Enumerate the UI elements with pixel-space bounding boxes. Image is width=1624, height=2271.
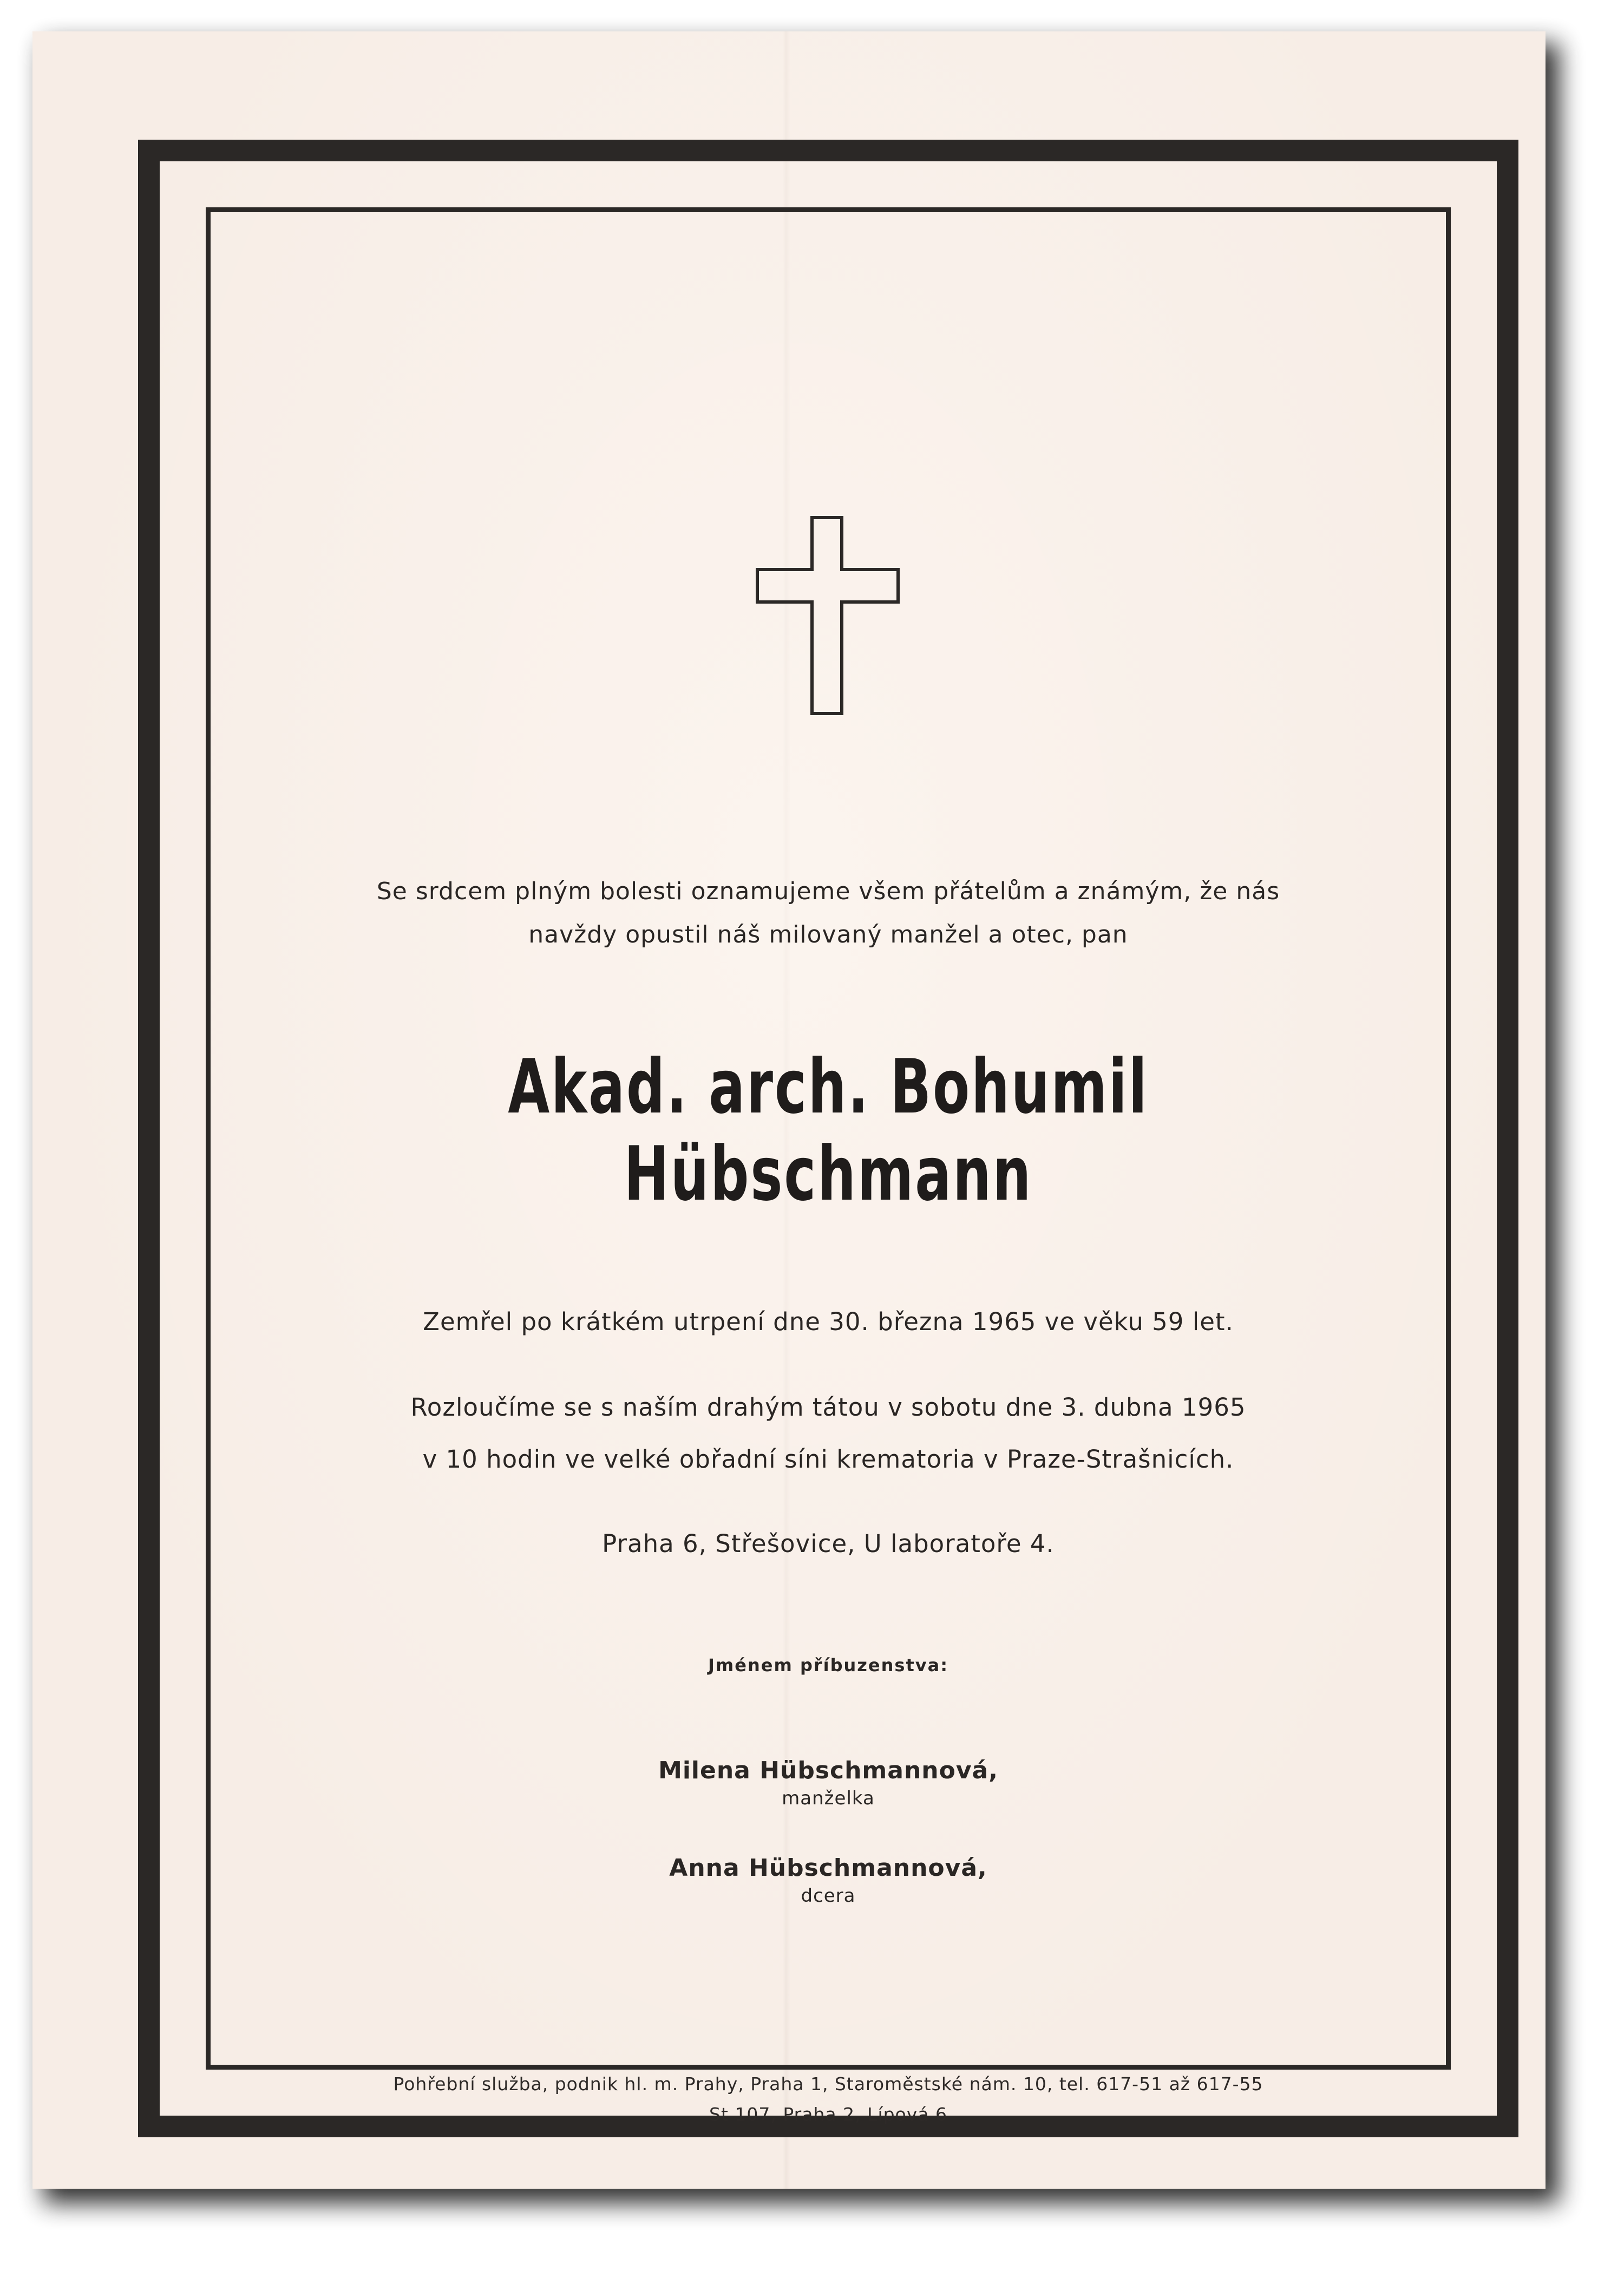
family-address: Praha 6, Střešovice, U laboratoře 4. xyxy=(602,1529,1055,1558)
mourning-border-outer xyxy=(138,140,1518,2137)
funeral-service-footer xyxy=(211,2069,1446,2130)
intro-line-1: Se srdcem plným bolesti oznamujeme všem přátelům a známým, že nás xyxy=(376,878,1280,905)
footer-line-1: Pohřební služba, podnik hl. m. Prahy, Praha 1, Staroměstské nám. 10, tel. 617-51 až 617-55 xyxy=(393,2073,1263,2095)
announcement-intro xyxy=(211,870,1446,957)
relative-role: dcera xyxy=(801,1885,856,1907)
farewell-line-2: v 10 hodin ve velké obřadní síni krematoria v Praze-Strašnicích. xyxy=(422,1445,1234,1474)
farewell-line-1: Rozloučíme se s naším drahým tátou v sobotu dne 3. dubna 1965 xyxy=(410,1393,1246,1422)
cross-icon xyxy=(755,515,901,716)
relative-name: Milena Hübschmannová, xyxy=(658,1757,998,1784)
relative-entry xyxy=(211,1755,1446,1810)
obituary-sheet xyxy=(32,31,1546,2189)
intro-line-2: navždy opustil náš milovaný manžel a otec, pan xyxy=(528,921,1128,948)
mourning-border-inner xyxy=(206,207,1451,2125)
funeral-details xyxy=(211,1382,1446,1485)
relative-role: manželka xyxy=(782,1788,875,1809)
relative-name: Anna Hübschmannová, xyxy=(669,1854,987,1882)
footer-line-2: St 107, Praha 2, Lípová 6 xyxy=(709,2104,947,2125)
family-label: Jménem příbuzenstva: xyxy=(708,1655,948,1676)
relative-entry xyxy=(211,1853,1446,1908)
deceased-name: Akad. arch. Bohumil Hübschmann xyxy=(508,1043,1149,1218)
death-statement: Zemřel po krátkém utrpení dne 30. března 1965 ve věku 59 let. xyxy=(423,1307,1234,1336)
